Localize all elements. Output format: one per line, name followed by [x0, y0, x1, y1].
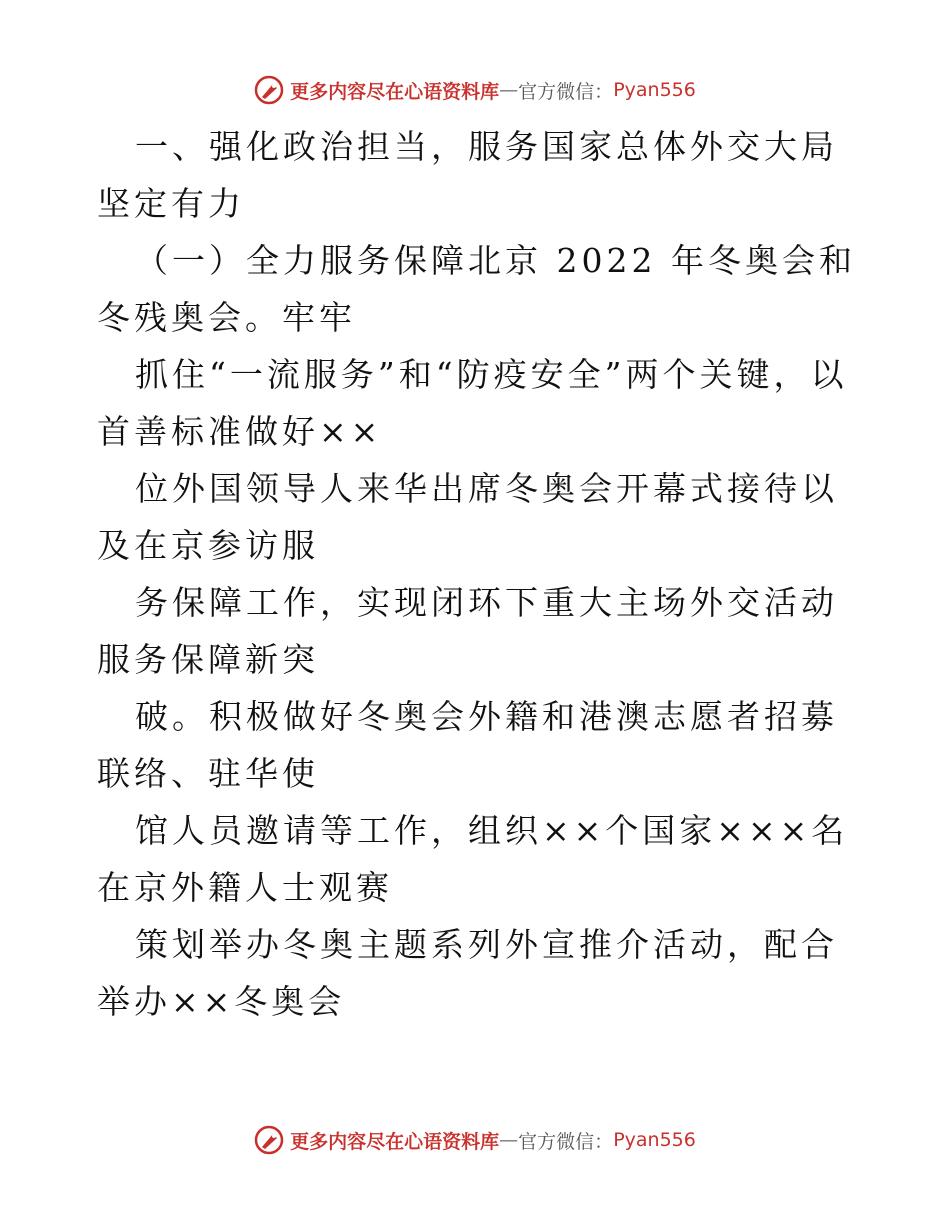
paragraph-heading: 一、强化政治担当，服务国家总体外交大局坚定有力	[97, 127, 838, 223]
header-banner	[0, 70, 950, 110]
footer-banner	[0, 1120, 950, 1160]
banner-wechat-label: 官方微信：	[518, 1130, 614, 1153]
paragraph: 破。积极做好冬奥会外籍和港澳志愿者招募联络、驻华使	[97, 697, 838, 793]
paragraph: 位外国领导人来华出席冬奥会开幕式接待以及在京参访服	[97, 469, 838, 565]
paragraph: 馆人员邀请等工作，组织××个国家×××名在京外籍人士观赛	[97, 811, 849, 907]
banner-dash: —	[499, 1129, 519, 1151]
paragraph: 策划举办冬奥主题系列外宣推介活动，配合举办××冬奥会	[97, 925, 838, 1021]
banner-wechat-id: Pyan556	[613, 79, 696, 101]
paragraph: （一）全力服务保障北京 2022 年冬奥会和冬残奥会。牢牢	[97, 241, 856, 337]
banner-text: 更多内容尽在心语资料库	[290, 1130, 500, 1153]
document-body	[97, 118, 857, 1030]
banner-dash: —	[499, 79, 519, 101]
paragraph: 务保障工作，实现闭环下重大主场外交活动服务保障新突	[97, 583, 838, 679]
pen-nib-logo-icon	[254, 1125, 284, 1155]
banner-wechat-id: Pyan556	[613, 1129, 696, 1151]
pen-nib-logo-icon	[254, 75, 284, 105]
banner-text: 更多内容尽在心语资料库	[290, 80, 500, 103]
banner-wechat-label: 官方微信：	[518, 80, 614, 103]
paragraph: 抓住“一流服务”和“防疫安全”两个关键，以首善标准做好××	[97, 355, 848, 451]
